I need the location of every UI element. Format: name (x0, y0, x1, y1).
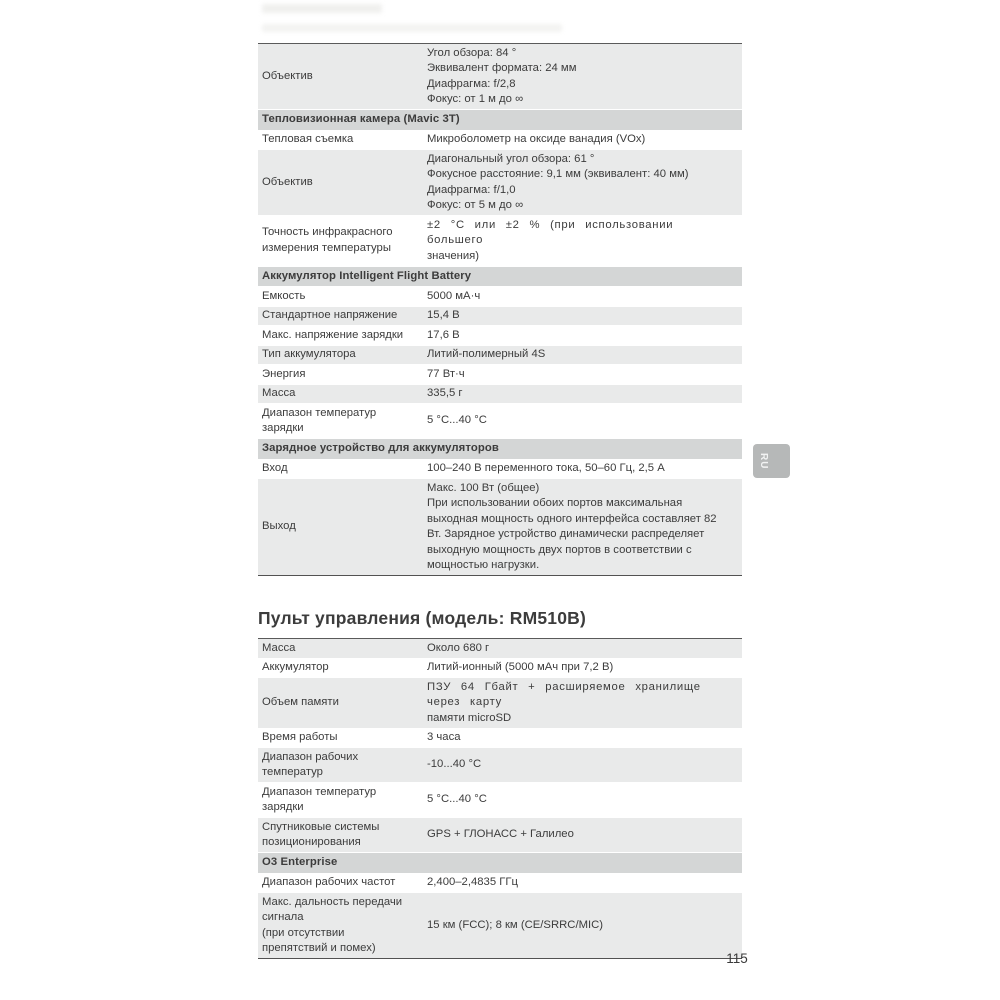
spec-value: Микроболометр на оксиде ванадия (VOx) (427, 133, 646, 145)
spec-row (258, 326, 742, 346)
spec-value: ПЗУ 64 Гбайт + расширяемое хранилище через карту памяти microSD (427, 680, 701, 724)
spec-label: Вход (262, 462, 288, 474)
spec-row (258, 678, 742, 729)
spec-label: Время работы (262, 731, 338, 743)
spec-value: Литий-полимерный 4S (427, 348, 546, 360)
spec-label: Диапазон температур зарядки (262, 785, 377, 813)
spec-row (258, 479, 742, 575)
spec-value: 15,4 В (427, 309, 460, 321)
spec-row (258, 460, 742, 480)
spec-row (258, 346, 742, 366)
spec-row (258, 818, 742, 853)
spec-value: Макс. 100 Вт (общее) При использовании обоих портов максимальная выходная мощность одного интерфейса составляет 82 Вт. Зарядное устройство динамически распределяет выходную мощность двух портов в соответствии с мощностью нагрузки. (427, 481, 717, 571)
spec-label: Выход (262, 520, 296, 533)
page-content (258, 43, 742, 959)
section-title-remote-controller: Пульт управления (модель: RM510B) (258, 608, 587, 628)
spec-row (258, 365, 742, 385)
spec-value: 335,5 г (427, 387, 463, 399)
spec-label: Объектив (262, 69, 313, 82)
spec-value: 3 часа (427, 731, 461, 743)
spec-row (258, 874, 742, 894)
spec-row (258, 404, 742, 439)
language-side-tab (753, 444, 790, 478)
language-tab-label: RU (758, 452, 769, 470)
spec-label: Диапазон рабочих частот (262, 876, 396, 888)
spec-label: Тип аккумулятора (262, 348, 356, 360)
spec-label: Энергия (262, 367, 306, 380)
spec-value: Угол обзора: 84 ° Эквивалент формата: 24 мм Диафрагма: f/2,8 Фокус: от 1 м до ∞ (427, 46, 577, 105)
spec-value: Диагональный угол обзора: 61 ° Фокусное расстояние: 9,1 мм (эквивалент: 40 мм) Диафрагма: f/1,0 Фокус: от 5 м до ∞ (427, 152, 689, 211)
scan-bleed-artifact (262, 4, 382, 13)
spec-label: Диапазон рабочих температур (262, 750, 359, 778)
spec-value: GPS + ГЛОНАСС + Галилео (427, 828, 574, 841)
spec-value: 5 °C...40 °C (427, 793, 487, 806)
spec-label: Аккумулятор (262, 661, 329, 673)
scan-bleed-artifact (262, 24, 562, 32)
spec-row (258, 44, 742, 110)
spec-value: -10...40 °C (427, 758, 482, 771)
spec-row (258, 783, 742, 818)
spec-label: Объектив (262, 175, 313, 188)
spec-row (258, 659, 742, 679)
spec-row (258, 385, 742, 405)
spec-value: 5000 мА·ч (427, 289, 481, 302)
spec-value: 17,6 В (427, 328, 460, 341)
spec-row (258, 150, 742, 216)
table-section-header: Тепловизионная камера (Mavic 3T) (258, 110, 742, 131)
spec-label: Диапазон температур зарядки (262, 406, 377, 434)
table-section-header: Аккумулятор Intelligent Flight Battery (258, 267, 742, 288)
spec-value: 2,400–2,4835 ГГц (427, 876, 518, 888)
spec-row (258, 729, 742, 749)
spec-row (258, 131, 742, 151)
specs-table-remote-controller (258, 638, 742, 959)
spec-row (258, 307, 742, 327)
spec-value: 5 °C...40 °C (427, 414, 487, 427)
page-number: 115 (726, 951, 748, 966)
table-section-header: Зарядное устройство для аккумуляторов (258, 439, 742, 460)
spec-label: Емкость (262, 289, 306, 302)
spec-label: Макс. дальность передачи сигнала (при отсутствии препятствий и помех) (262, 895, 403, 954)
spec-value: ±2 °C или ±2 % (при использовании большего значения) (427, 218, 674, 262)
specs-table-camera-battery-charger (258, 43, 742, 576)
spec-row (258, 639, 742, 659)
spec-label: Спутниковые системы позиционирования (262, 820, 380, 848)
spec-label: Точность инфракрасного измерения температуры (262, 226, 393, 254)
spec-label: Объем памяти (262, 696, 339, 708)
spec-value: 77 Вт·ч (427, 367, 465, 380)
spec-value: Около 680 г (427, 641, 490, 654)
spec-value: 15 км (FCC); 8 км (CE/SRRC/MIC) (427, 918, 604, 931)
spec-row (258, 893, 742, 958)
spec-label: Масса (262, 387, 296, 399)
spec-value: Литий-ионный (5000 мАч при 7,2 В) (427, 661, 614, 673)
spec-row (258, 748, 742, 783)
spec-label: Макс. напряжение зарядки (262, 328, 404, 341)
spec-value: 100–240 В переменного тока, 50–60 Гц, 2,5 А (427, 462, 665, 474)
spec-label: Стандартное напряжение (262, 309, 398, 321)
spec-label: Масса (262, 641, 296, 654)
spec-label: Тепловая съемка (262, 133, 354, 145)
table-section-header: O3 Enterprise (258, 853, 742, 874)
spec-row (258, 287, 742, 307)
spec-row (258, 216, 742, 267)
